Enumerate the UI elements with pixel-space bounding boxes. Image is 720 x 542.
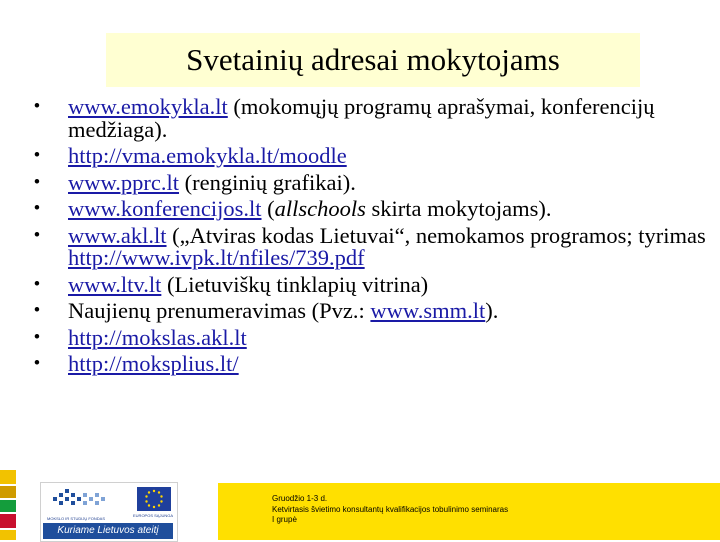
link-moksplius[interactable]: http://moksplius.lt/ [68, 351, 239, 376]
stripe-red [0, 514, 16, 528]
bullet-icon: • [33, 96, 41, 117]
event-name: Ketvirtasis švietimo konsultantų kvalifikacijos tobulinimo seminaras [272, 504, 509, 514]
link-mokslas-akl[interactable]: http://mokslas.akl.lt [68, 324, 247, 350]
slogan-banner: Kuriame Lietuvos ateitį [43, 523, 173, 539]
item-text: (renginių grafikai). [179, 169, 356, 195]
eu-caption: EUROPOS SĄJUNGA [133, 513, 174, 518]
bullet-icon: • [33, 353, 41, 374]
list-item [30, 96, 710, 141]
bullet-icon: • [33, 273, 41, 295]
stripe-dark-yellow [0, 486, 16, 498]
link-ivpk-pdf[interactable]: http://www.ivpk.lt/nfiles/739.pdf [68, 245, 365, 270]
stripe-yellow [0, 470, 16, 484]
slide-title-box [106, 33, 640, 87]
link-konferencijos[interactable]: www.konferencijos.lt [68, 196, 262, 221]
item-text: (mokomųjų programų aprašymai, konferencijų medžiaga). [68, 94, 655, 142]
item-text: Naujienų prenumeravimas (Pvz.: [68, 298, 371, 323]
stripe-yellow-bottom [0, 530, 16, 540]
bullet-icon: • [33, 171, 41, 193]
item-italic-text: allschools [274, 196, 366, 221]
item-text: ( [261, 196, 275, 221]
list-item [30, 198, 710, 221]
slide-title: Svetainių adresai mokytojams [186, 42, 560, 77]
item-text: skirta mokytojams). [365, 196, 552, 221]
stripe-green [0, 500, 16, 512]
eu-flag-icon [137, 487, 171, 511]
bullet-icon: • [33, 300, 41, 321]
event-date: Gruodžio 1-3 d. [272, 494, 328, 503]
list-item [30, 145, 710, 168]
link-emokykla[interactable]: www.emokykla.lt [68, 94, 228, 119]
link-smm[interactable]: www.smm.lt [370, 298, 486, 323]
item-text: („Atviras kodas Lietuvai“, nemokamos programos; tyrimas [166, 222, 706, 248]
fund-caption: MOKSLO IR STUDIJŲ FONDAS [47, 516, 106, 521]
list-item [30, 300, 710, 323]
list-item [30, 169, 710, 195]
bullet-icon: • [33, 326, 41, 348]
bullet-icon: • [33, 224, 41, 246]
item-text: ). [485, 298, 499, 323]
list-item [30, 353, 710, 376]
bullet-icon: • [33, 198, 41, 219]
link-ltv[interactable]: www.ltv.lt [68, 271, 162, 297]
link-vma-moodle[interactable]: http://vma.emokykla.lt/moodle [68, 143, 347, 168]
list-item [30, 222, 710, 270]
list-item [30, 271, 710, 297]
sponsor-logo-panel [40, 482, 178, 542]
event-info [272, 494, 508, 526]
list-item [30, 324, 710, 350]
bullet-icon: • [33, 145, 41, 166]
link-akl[interactable]: www.akl.lt [68, 222, 167, 248]
fund-logo-icon [49, 487, 109, 513]
event-group: I grupė [272, 515, 297, 524]
item-text: (Lietuviškų tinklapių vitrina) [161, 271, 429, 297]
link-list [30, 96, 710, 380]
link-pprc[interactable]: www.pprc.lt [68, 169, 180, 195]
